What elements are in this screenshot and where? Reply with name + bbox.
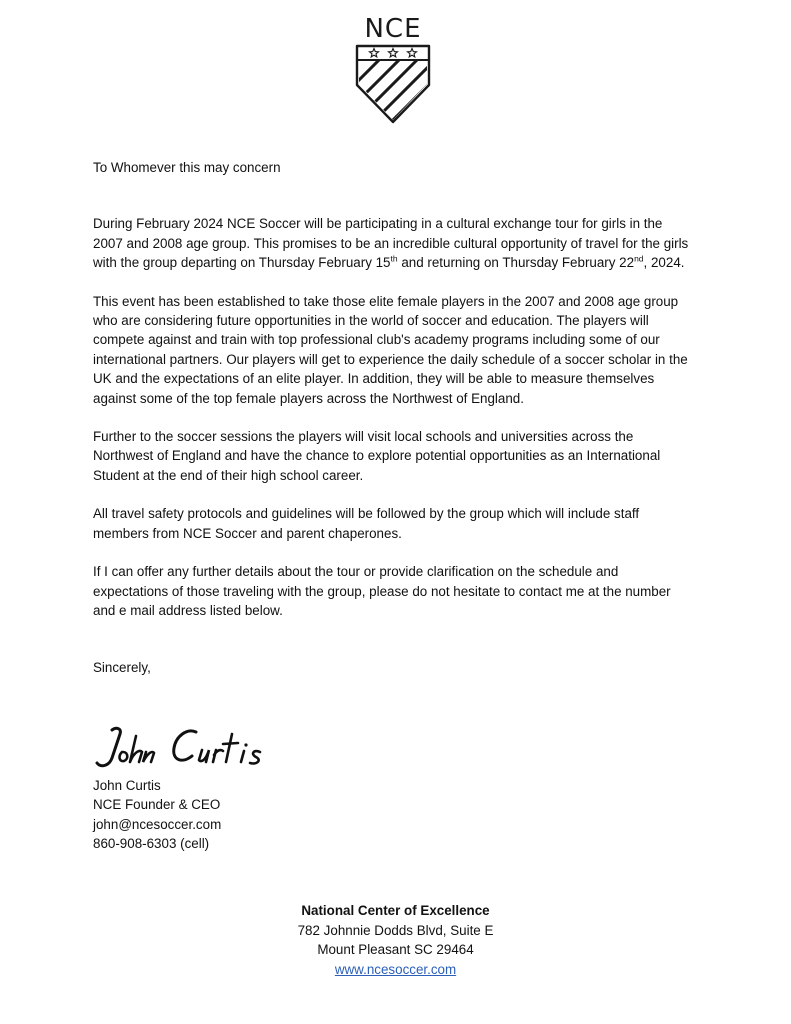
address-line-1: 782 Johnnie Dodds Blvd, Suite E [297, 922, 494, 938]
signer-name: John Curtis [93, 778, 161, 793]
paragraph-4: All travel safety protocols and guidelines will be followed by the group which will include staff members from NCE Soccer and parent chaperones. [93, 506, 640, 541]
paragraph-1: During February 2024 NCE Soccer will be participating in a cultural exchange tour for girls in the 2007 and 2008 age group. This promises to be an incredible cultural opportunity of travel for the girls with the group departing on Thursday February 15th and returning on Thursday February 22nd, 2024. [93, 216, 689, 271]
paragraph-2: This event has been established to take those elite female players in the 2007 and 2008 age group who are considering future opportunities in the world of soccer and education. The players will compete against and train with top professional club's academy programs including some of our international partners. Our players will get to experience the daily schedule of a soccer scholar in the UK and the expectations of an elite player. In addition, they will be able to measure themselves against some of the top female players across the Northwest of England. [93, 293, 688, 406]
paragraph-5: If I can offer any further details about the tour or provide clarification on the schedule and expectations of those traveling with the group, please do not hesitate to contact me at the number and e mail address listed below. [93, 564, 671, 618]
shield-icon [355, 44, 431, 124]
website-link[interactable]: www.ncesoccer.com [334, 961, 457, 977]
address-line-2: Mount Pleasant SC 29464 [317, 942, 474, 957]
signer-title: NCE Founder & CEO [93, 797, 221, 813]
letter-body [93, 158, 693, 678]
signer-email[interactable]: john@ncesoccer.com [93, 816, 222, 832]
signature-block [93, 776, 221, 854]
nce-logo [350, 16, 436, 126]
signer-phone: 860-908-6303 (cell) [93, 836, 210, 852]
letterhead-footer [0, 901, 791, 979]
organization-name: National Center of Excellence [301, 903, 490, 918]
closing: Sincerely, [93, 660, 151, 676]
handwritten-signature [92, 722, 282, 774]
star-icons [370, 49, 417, 57]
logo-wordmark: NCE [364, 14, 422, 44]
salutation: To Whomever this may concern [93, 160, 281, 175]
paragraph-3: Further to the soccer sessions the players will visit local schools and universities across the Northwest of England and have the chance to explore potential opportunities as an International Student at the end of their high school career. [93, 429, 661, 483]
